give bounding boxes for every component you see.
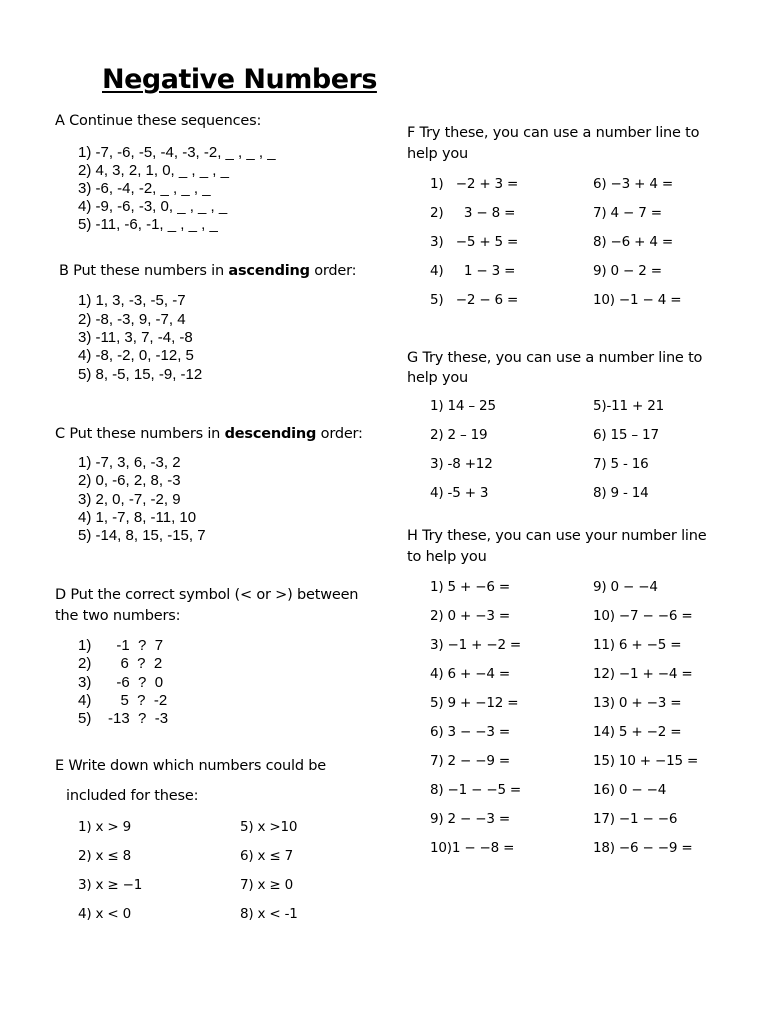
list-item: 5)-11 + 21 [593, 398, 664, 414]
list-item: 2) -8, -3, 9, -7, 4 [78, 311, 186, 328]
list-item: 3) x ≥ −1 [78, 877, 143, 893]
section-e-heading-line1: E Write down which numbers could be [55, 758, 326, 774]
section-c-heading: C Put these numbers in descending order: [55, 426, 363, 442]
list-item: 1) 5 + −6 = [430, 579, 510, 595]
list-item: 4) 1, -7, 8, -11, 10 [78, 509, 197, 526]
list-item: 10) −1 − 4 = [593, 292, 682, 308]
list-item: 11) 6 + −5 = [593, 637, 682, 653]
list-item: 8) 9 - 14 [593, 485, 649, 501]
list-item: 3) -6, -4, -2, _ , _ , _ [78, 180, 211, 197]
section-g-heading-line2: help you [407, 370, 468, 386]
list-item: 5) -11, -6, -1, _ , _ , _ [78, 216, 218, 233]
page-title: Negative Numbers [102, 64, 377, 95]
list-item: 1) 14 – 25 [430, 398, 496, 414]
list-item: 5) 8, -5, 15, -9, -12 [78, 366, 203, 383]
list-item: 9) 2 − −3 = [430, 811, 510, 827]
list-item: 15) 10 + −15 = [593, 753, 699, 769]
list-item: 17) −1 − −6 [593, 811, 678, 827]
list-item: 3) −1 + −2 = [430, 637, 522, 653]
list-item: 4) 5 ? -2 [78, 692, 168, 709]
list-item: 3) -11, 3, 7, -4, -8 [78, 329, 193, 346]
list-item: 5) 9 + −12 = [430, 695, 519, 711]
list-item: 6) x ≤ 7 [240, 848, 294, 864]
list-item: 4) -8, -2, 0, -12, 5 [78, 347, 194, 364]
section-a-heading: A Continue these sequences: [55, 113, 262, 129]
list-item: 4) -5 + 3 [430, 485, 489, 501]
list-item: 4) -9, -6, -3, 0, _ , _ , _ [78, 198, 228, 215]
list-item: 2) 2 – 19 [430, 427, 488, 443]
list-item: 16) 0 − −4 [593, 782, 667, 798]
list-item: 4) x < 0 [78, 906, 132, 922]
list-item: 10) −7 − −6 = [593, 608, 693, 624]
list-item: 4) 6 + −4 = [430, 666, 510, 682]
list-item: 7) 2 − −9 = [430, 753, 510, 769]
list-item: 10)1 − −8 = [430, 840, 515, 856]
list-item: 1) -7, 3, 6, -3, 2 [78, 454, 181, 471]
section-f-heading-line2: help you [407, 146, 468, 162]
list-item: 2) x ≤ 8 [78, 848, 132, 864]
list-item: 1) x > 9 [78, 819, 132, 835]
list-item: 3) -6 ? 0 [78, 674, 164, 691]
section-g-heading-line1: G Try these, you can use a number line to [407, 350, 703, 366]
list-item: 13) 0 + −3 = [593, 695, 682, 711]
section-h-heading-line2: to help you [407, 549, 487, 565]
list-item: 3) -8 +12 [430, 456, 493, 472]
section-e-heading-line2: included for these: [66, 788, 199, 804]
list-item: 3) 2, 0, -7, -2, 9 [78, 491, 181, 508]
list-item: 1) −2 + 3 = [430, 176, 519, 192]
list-item: 6) 3 − −3 = [430, 724, 510, 740]
list-item: 9) 0 − −4 [593, 579, 658, 595]
list-item: 1) -1 ? 7 [78, 637, 164, 654]
list-item: 7) 4 − 7 = [593, 205, 662, 221]
list-item: 5) -14, 8, 15, -15, 7 [78, 527, 206, 544]
section-f-heading-line1: F Try these, you can use a number line to [407, 125, 700, 141]
list-item: 4) 1 − 3 = [430, 263, 516, 279]
list-item: 8) −6 + 4 = [593, 234, 673, 250]
list-item: 2) 4, 3, 2, 1, 0, _ , _ , _ [78, 162, 229, 179]
list-item: 14) 5 + −2 = [593, 724, 682, 740]
list-item: 5) x >10 [240, 819, 298, 835]
list-item: 18) −6 − −9 = [593, 840, 693, 856]
list-item: 6) −3 + 4 = [593, 176, 673, 192]
list-item: 2) 0, -6, 2, 8, -3 [78, 472, 181, 489]
list-item: 1) -7, -6, -5, -4, -3, -2, _ , _ , _ [78, 144, 276, 161]
section-b-heading: B Put these numbers in ascending order: [59, 263, 357, 279]
list-item: 6) 15 – 17 [593, 427, 659, 443]
list-item: 8) −1 − −5 = [430, 782, 522, 798]
list-item: 1) 1, 3, -3, -5, -7 [78, 292, 186, 309]
section-d-heading-line1: D Put the correct symbol (< or >) between [55, 587, 359, 603]
list-item: 5) −2 − 6 = [430, 292, 519, 308]
list-item: 12) −1 + −4 = [593, 666, 693, 682]
list-item: 7) 5 - 16 [593, 456, 649, 472]
section-h-heading-line1: H Try these, you can use your number line [407, 528, 707, 544]
list-item: 9) 0 − 2 = [593, 263, 662, 279]
list-item: 8) x < -1 [240, 906, 298, 922]
list-item: 5) -13 ? -3 [78, 710, 169, 727]
list-item: 2) 3 − 8 = [430, 205, 516, 221]
list-item: 3) −5 + 5 = [430, 234, 519, 250]
list-item: 2) 6 ? 2 [78, 655, 163, 672]
section-d-heading-line2: the two numbers: [55, 608, 181, 624]
list-item: 2) 0 + −3 = [430, 608, 510, 624]
list-item: 7) x ≥ 0 [240, 877, 294, 893]
